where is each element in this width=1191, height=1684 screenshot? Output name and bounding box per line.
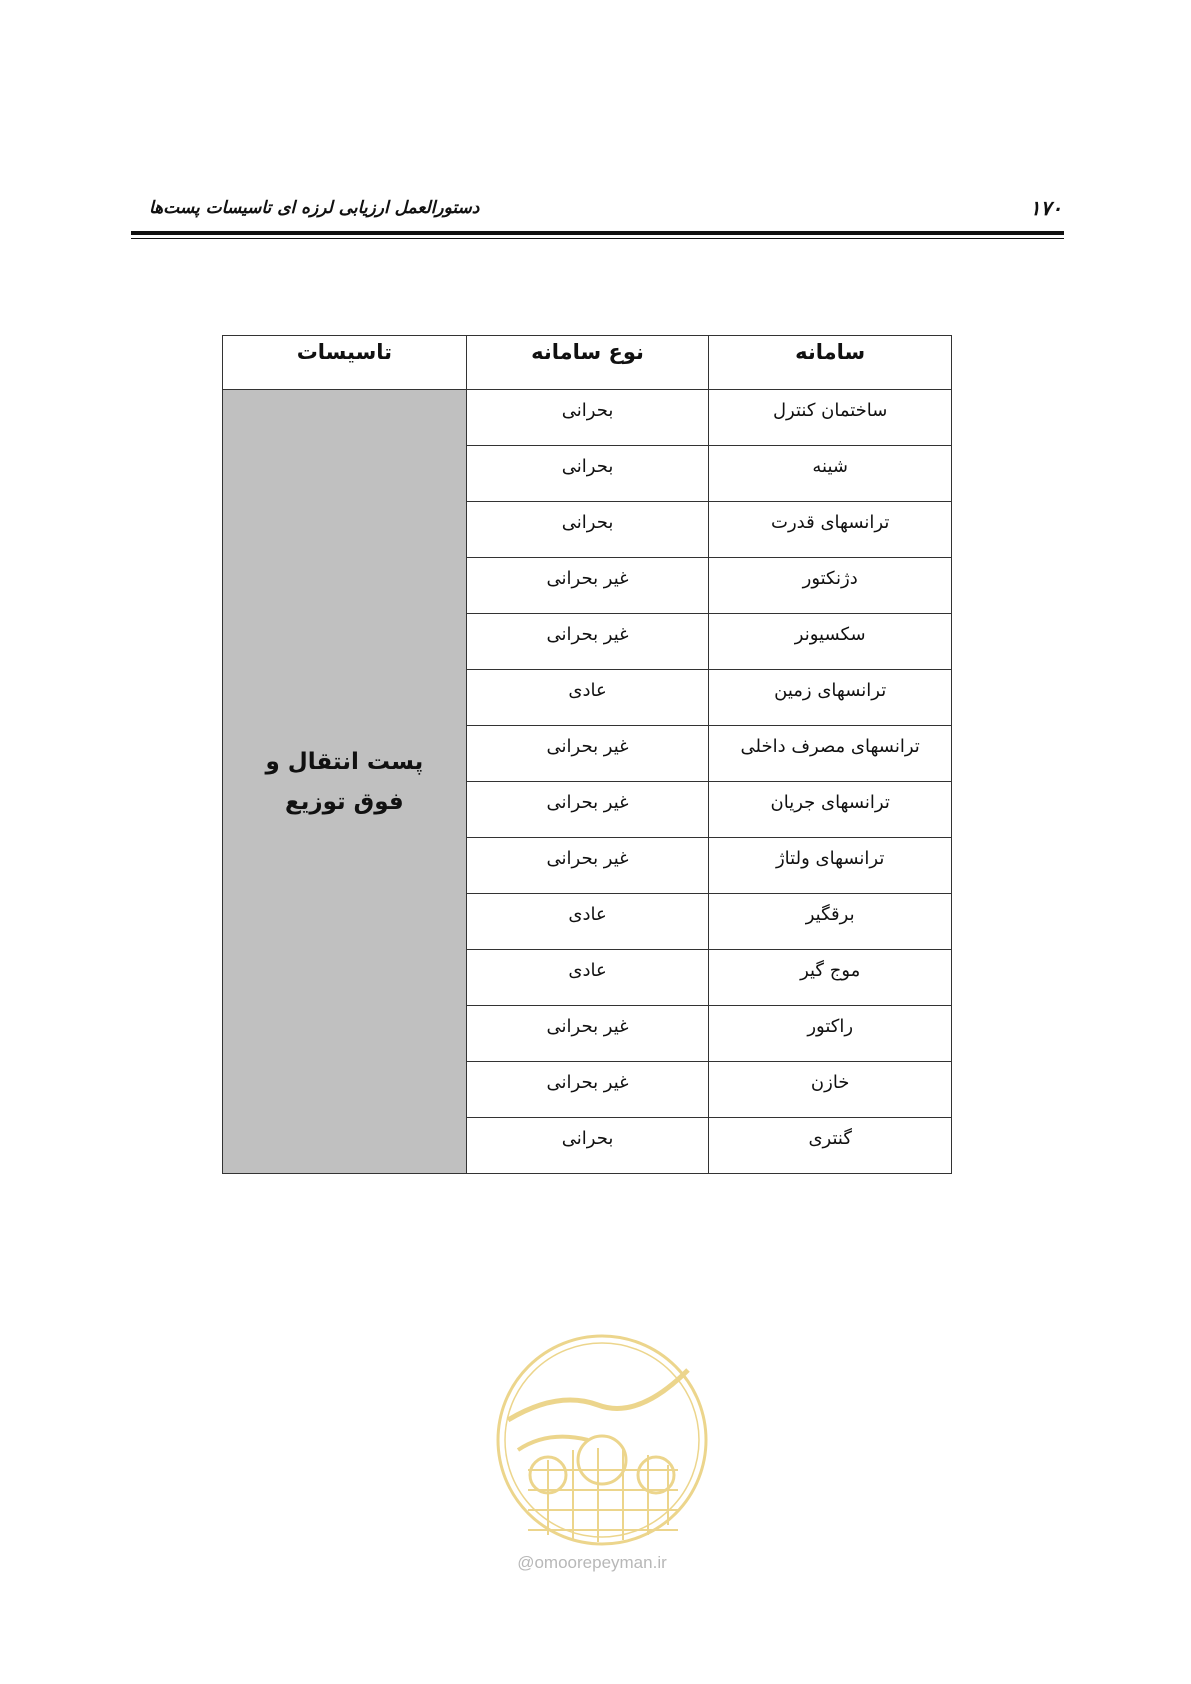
system-type-cell: غیر بحرانی bbox=[466, 1006, 709, 1062]
system-cell: ترانسهای جریان bbox=[709, 782, 952, 838]
running-title: دستورالعمل ارزیابی لرزه ای تاسیسات پست‌ها bbox=[149, 198, 480, 218]
system-type-cell: غیر بحرانی bbox=[466, 558, 709, 614]
watermark-logo bbox=[488, 1330, 716, 1580]
system-cell: سکسیونر bbox=[709, 614, 952, 670]
table-row bbox=[223, 390, 952, 446]
system-cell: ساختمان کنترل bbox=[709, 390, 952, 446]
systems-table bbox=[222, 335, 952, 1174]
system-type-cell: بحرانی bbox=[466, 446, 709, 502]
system-type-cell: غیر بحرانی bbox=[466, 1062, 709, 1118]
column-header-facility: تاسیسات bbox=[223, 336, 467, 390]
column-header-system-type: نوع سامانه bbox=[466, 336, 709, 390]
system-type-cell: عادی bbox=[466, 894, 709, 950]
header-rule-thick bbox=[131, 231, 1064, 235]
watermark-url: @omoorepeyman.ir bbox=[517, 1553, 667, 1572]
table-header-row bbox=[223, 336, 952, 390]
system-type-cell: بحرانی bbox=[466, 390, 709, 446]
column-header-system: سامانه bbox=[709, 336, 952, 390]
system-cell: ترانسهای مصرف داخلی bbox=[709, 726, 952, 782]
system-type-cell: بحرانی bbox=[466, 1118, 709, 1174]
table-body bbox=[223, 390, 952, 1174]
system-type-cell: غیر بحرانی bbox=[466, 838, 709, 894]
system-type-cell: غیر بحرانی bbox=[466, 782, 709, 838]
system-type-cell: عادی bbox=[466, 950, 709, 1006]
system-cell: راکتور bbox=[709, 1006, 952, 1062]
system-type-cell: غیر بحرانی bbox=[466, 726, 709, 782]
system-type-cell: بحرانی bbox=[466, 502, 709, 558]
page-number: ۱۷۰ bbox=[1029, 196, 1062, 220]
system-type-cell: غیر بحرانی bbox=[466, 614, 709, 670]
system-cell: برقگیر bbox=[709, 894, 952, 950]
system-cell: شینه bbox=[709, 446, 952, 502]
system-cell: دژنکتور bbox=[709, 558, 952, 614]
system-cell: ترانسهای ولتاژ bbox=[709, 838, 952, 894]
system-cell: ترانسهای قدرت bbox=[709, 502, 952, 558]
system-cell: گنتری bbox=[709, 1118, 952, 1174]
system-cell: ترانسهای زمین bbox=[709, 670, 952, 726]
header-rule-thin bbox=[131, 238, 1064, 239]
system-cell: خازن bbox=[709, 1062, 952, 1118]
system-cell: موج گیر bbox=[709, 950, 952, 1006]
system-type-cell: عادی bbox=[466, 670, 709, 726]
page-header bbox=[133, 196, 1062, 224]
facility-cell: پست انتقال و فوق توزیع bbox=[223, 390, 467, 1174]
